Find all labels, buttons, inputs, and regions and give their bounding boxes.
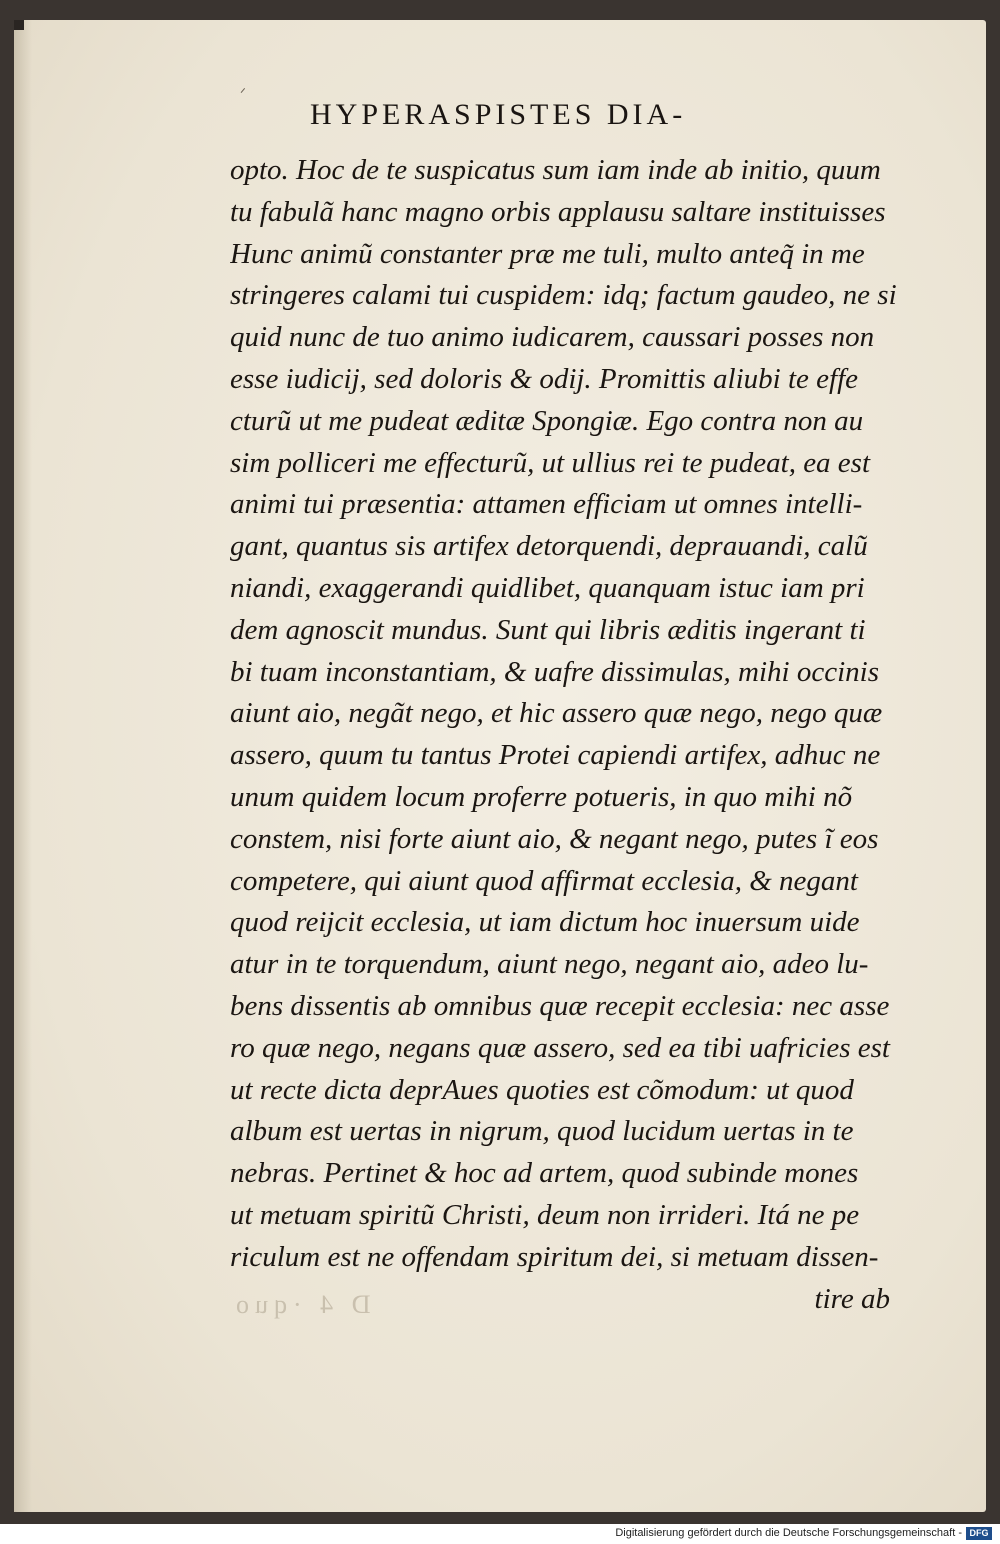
text-line: bi tuam inconstantiam, & uafre dissimulas, mihi occinis [230,655,880,688]
text-line: quod reijcit ecclesia, ut iam dictum hoc inuersum uide [230,906,860,939]
page-corner [14,20,24,30]
text-line: assero, quum tu tantus Protei capiendi artifex, adhuc ne [230,739,881,772]
text-line: tu fabulã hanc magno orbis applausu saltare instituisses [230,195,886,228]
text-line: sim polliceri me effecturũ, ut ullius rei te pudeat, ea est [230,446,871,479]
text-line: Hunc animũ constanter præ me tuli, multo anteq̃ in me [230,237,865,270]
body-text [230,150,910,1320]
text-line: album est uertas in nigrum, quod lucidum uertas in te [230,1115,854,1148]
funding-credit: Digitalisierung gefördert durch die Deutsche Forschungsgemeinschaft - [615,1527,962,1539]
text-line: aiunt aio, negãt nego, et hic assero quæ nego, nego quæ [230,697,883,730]
text-line: opto. Hoc de te suspicatus sum iam inde ab initio, quum [230,154,881,186]
text-line: competere, qui aiunt quod affirmat ecclesia, & negant [230,864,858,897]
stray-ink-mark: ᐟ [240,87,246,102]
text-line: nebras. Pertinet & hoc ad artem, quod subinde mones [230,1157,859,1190]
bleed-through-text: D 4 ·quo [230,1290,371,1319]
text-line: riculum est ne offendam spiritum dei, si metuam dissen- [230,1240,879,1273]
catchword: tire ab [814,1282,890,1315]
text-line: atur in te torquendum, aiunt nego, negant aio, adeo lu- [230,948,869,981]
text-line: niandi, exaggerandi quidlibet, quanquam istuc iam pri [230,571,865,604]
dfg-logo[interactable]: DFG [966,1527,992,1540]
text-line: dem agnoscit mundus. Sunt qui libris æditis ingerant ti [230,613,866,646]
text-line: unum quidem locum proferre potueris, in quo mihi nõ [230,780,853,813]
text-line: ut metuam spiritũ Christi, deum non irrideri. Itá ne pe [230,1198,860,1231]
gutter-shadow [14,20,32,1512]
text-line: esse iudicij, sed doloris & odij. Promittis aliubi te effe [230,362,859,395]
text-line: gant, quantus sis artifex detorquendi, deprauandi, calũ [230,530,868,563]
text-line: stringeres calami tui cuspidem: idq; factum gaudeo, ne si [230,279,897,312]
text-line: quid nunc de tuo animo iudicarem, caussari posses non [230,321,875,354]
text-line: animi tui præsentia: attamen efficiam ut omnes intelli- [230,488,863,521]
text-line: ro quæ nego, negans quæ assero, sed ea tibi uafricies est [230,1031,890,1064]
running-head: HYPERASPISTES DIA- [310,98,687,131]
text-line: ut recte dicta deprAues quoties est cõmodum: ut quod [230,1073,854,1106]
text-line: bens dissentis ab omnibus quæ recepit ecclesia: nec asse [230,989,890,1022]
text-line: constem, nisi forte aiunt aio, & negant nego, putes ĩ eos [230,822,879,855]
text-line: cturũ ut me pudeat æditæ Spongiæ. Ego contra non au [230,404,864,437]
